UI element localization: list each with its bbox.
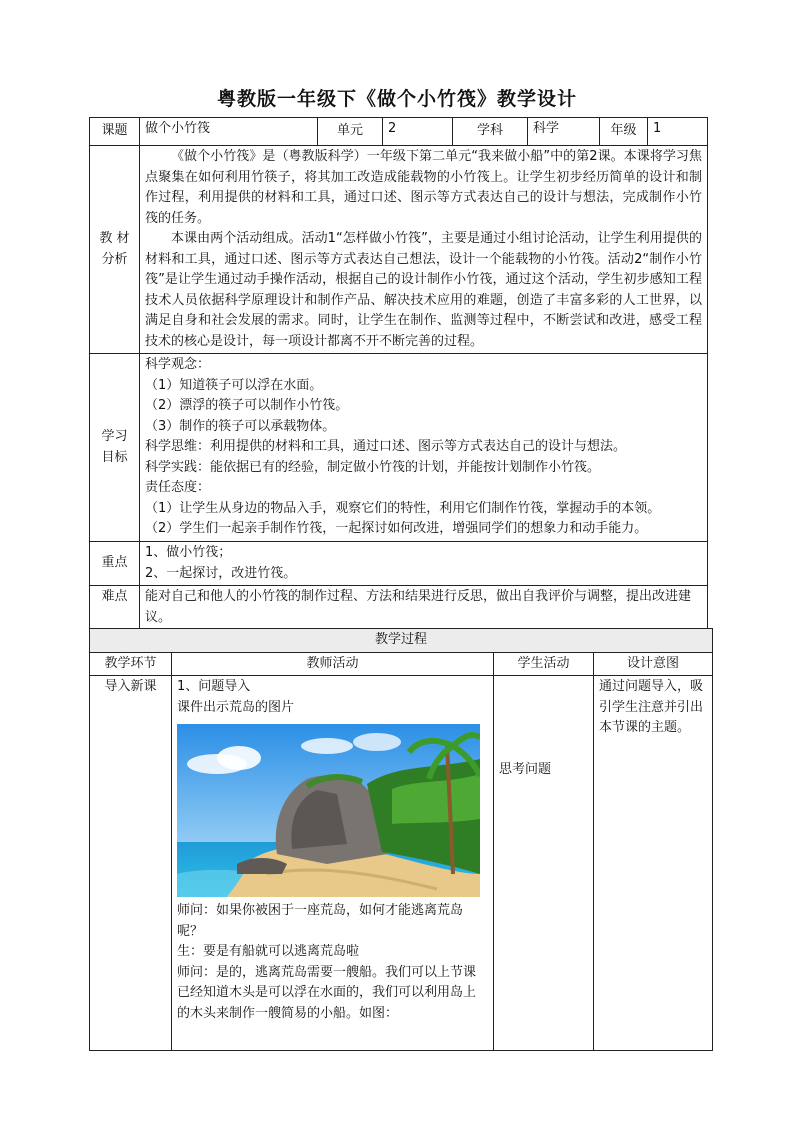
process-title: 教学过程 xyxy=(90,629,713,653)
teacher-line: 师问：如果你被困于一座荒岛，如何才能逃离荒岛呢？ xyxy=(177,903,464,939)
header-stage: 教学环节 xyxy=(90,652,172,676)
grade-value: 1 xyxy=(648,118,708,146)
teacher-line: 师问：是的，逃离荒岛需要一艘船。我们可以上节课已经知道木头是可以浮在水面的，我们可以利用岛上的木头来制作一艘简易的小船。如图： xyxy=(177,964,477,1021)
difficulty-content: 能对自己和他人的小竹筏的制作过程、方法和结果进行反思，做出自我评价与调整，提出改进建议。 xyxy=(140,586,708,630)
student-activity-cell: 思考问题 xyxy=(494,676,594,1051)
analysis-content xyxy=(140,146,708,354)
goals-line: 科学实践：能依据已有的经验，制定做小竹筏的计划，并能按计划制作小竹筏。 xyxy=(145,459,601,475)
goals-line: （1）知道筷子可以浮在水面。 xyxy=(145,377,323,393)
goals-line: （2）学生们一起亲手制作竹筏，一起探讨如何改进，增强同学们的想象力和动手能力。 xyxy=(145,521,648,536)
process-table xyxy=(89,628,713,1051)
header-intent: 设计意图 xyxy=(594,652,713,676)
key-label: 重点 xyxy=(90,542,140,586)
goals-label: 学习 目标 xyxy=(90,354,140,542)
key-content xyxy=(140,542,708,586)
document-title: 粤教版一年级下《做个小竹筏》教学设计 xyxy=(216,88,577,110)
goals-content xyxy=(140,354,708,542)
teacher-line: 1、问题导入 xyxy=(177,679,251,694)
key-line: 2、一起探讨，改进竹筏。 xyxy=(145,565,297,581)
stage-cell: 导入新课 xyxy=(90,676,172,1051)
header-student: 学生活动 xyxy=(494,652,594,676)
lesson-info-table xyxy=(89,117,708,630)
unit-label: 单元 xyxy=(318,118,383,146)
subject-value: 科学 xyxy=(528,118,600,146)
goals-line: （2）漂浮的筷子可以制作小竹筏。 xyxy=(145,398,349,413)
teacher-line: 生：要是有船就可以逃离荒岛啦 xyxy=(177,944,360,959)
goals-line: （1）让学生从身边的物品入手，观察它们的特性，利用它们制作竹筏，掌握动手的本领。 xyxy=(145,500,661,516)
teacher-activity-cell xyxy=(172,676,494,1051)
intent-cell: 通过问题导入，吸引学生注意并引出本节课的主题。 xyxy=(594,676,713,1051)
goals-line: 科学思维：利用提供的材料和工具，通过口述、图示等方式表达自己的设计与想法。 xyxy=(145,439,627,454)
key-line: 1、做小竹筏； xyxy=(145,545,232,560)
subject-label: 学科 xyxy=(453,118,528,146)
island-image xyxy=(177,724,480,897)
difficulty-label: 难点 xyxy=(90,586,140,630)
grade-label: 年级 xyxy=(600,118,648,146)
goals-line: 科学观念： xyxy=(145,357,211,372)
header-teacher: 教师活动 xyxy=(172,652,494,676)
analysis-paragraph-1: 《做个小竹筏》是（粤教版科学）一年级下第二单元“我来做小船”中的第2课。本课将学习焦点聚集在如何利用竹筷子，将其加工改造成能载物的小竹筏上。让学生初步经历简单的设计和制作过程，利用提供的材料和工具，通过口述、图示等方式表达自己的设计与想法，完成制作小竹筏的任务。 xyxy=(145,149,702,226)
goals-line: （3）制作的筷子可以承载物体。 xyxy=(145,418,336,434)
unit-value: 2 xyxy=(383,118,453,146)
teacher-line: 课件出示荒岛的图片 xyxy=(177,699,295,715)
lesson-label: 课题 xyxy=(90,118,140,146)
analysis-paragraph-2: 本课由两个活动组成。活动1“怎样做小竹筏”，主要是通过小组讨论活动，让学生利用提供的材料和工具，通过口述、图示等方式表达自己想法，设计一个能载物的小竹筏。活动2“制作小竹筏”是让学生通过动手操作活动，根据自己的设计制作小竹筏，通过这个活动，学生初步感知工程技术人员依据科学原理设计和制作产品、解决技术应用的难题，创造了丰富多彩的人工世界，以满足自身和社会发展的需求。同时，让学生在制作、监测等过程中，不断尝试和改进，感受工程技术的核心是设计，每一项设计都离不开不断完善的过程。 xyxy=(145,231,702,349)
analysis-label: 教 材 分析 xyxy=(90,146,140,354)
lesson-value: 做个小竹筏 xyxy=(140,118,318,146)
goals-line: 责任态度： xyxy=(145,480,211,495)
